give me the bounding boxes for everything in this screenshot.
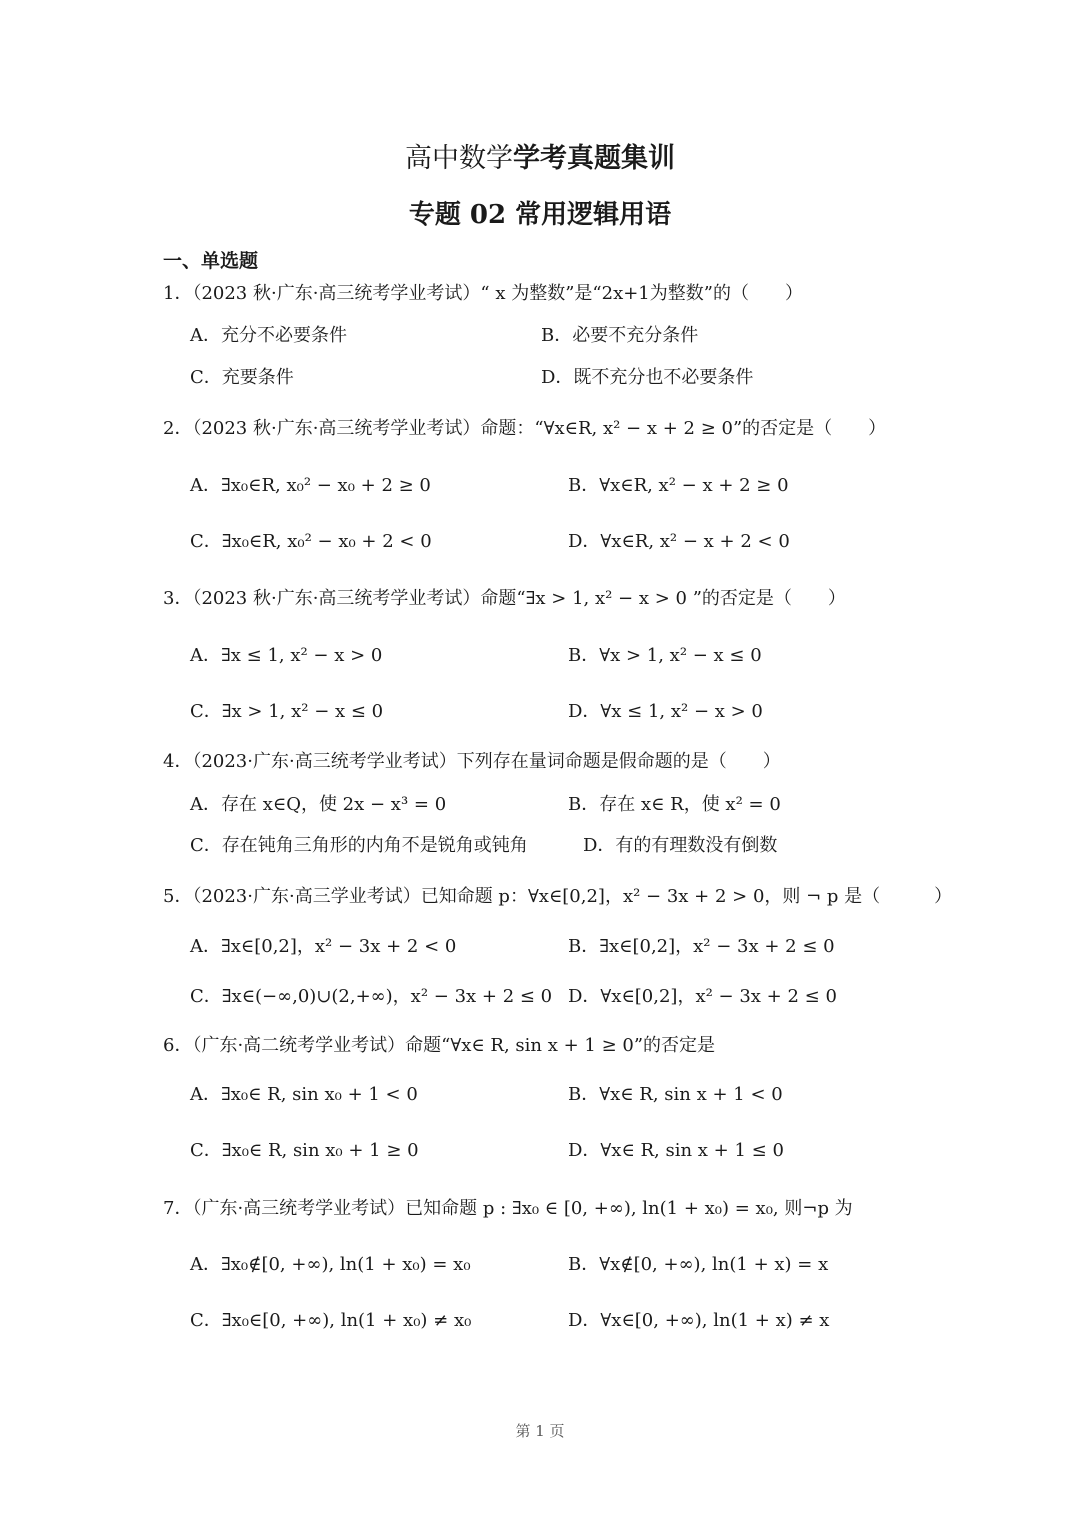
question-6-option-c: C．∃x₀∈ R, sin x₀ + 1 ≥ 0 (190, 1140, 419, 1161)
question-2-option-a: A．∃x₀∈R, x₀² − x₀ + 2 ≥ 0 (190, 475, 431, 496)
question-2-option-b: B．∀x∈R, x² − x + 2 ≥ 0 (568, 475, 789, 496)
question-2-option-d: D．∀x∈R, x² − x + 2 < 0 (568, 531, 790, 552)
page-number-footer: 第 1 页 (515, 1422, 565, 1440)
question-6-stem: 6．（广东·高二统考学业考试）命题“∀x∈ R, sin x + 1 ≥ 0”的否定是 (163, 1035, 716, 1056)
question-7-option-b: B．∀x∉[0, +∞), ln(1 + x) = x (568, 1254, 829, 1275)
question-4-option-b: B．存在 x∈ R，使 x² = 0 (568, 794, 781, 815)
question-5-option-b: B．∃x∈[0,2]，x² − 3x + 2 ≤ 0 (568, 936, 835, 957)
question-5-option-c: C．∃x∈(−∞,0)∪(2,+∞)，x² − 3x + 2 ≤ 0 (190, 986, 553, 1007)
question-6-option-a: A．∃x₀∈ R, sin x₀ + 1 < 0 (190, 1084, 418, 1105)
question-3-option-b: B．∀x > 1, x² − x ≤ 0 (568, 645, 762, 666)
question-5-stem: 5．（2023·广东·高三学业考试）已知命题 p：∀x∈[0,2]，x² − 3x + 2 > 0，则 ¬ p 是（ ） (163, 886, 953, 907)
question-1-option-b: B．必要不充分条件 (541, 325, 699, 346)
question-1-option-c: C．充要条件 (190, 367, 294, 388)
question-4-option-c: C．存在钝角三角形的内角不是锐角或钝角 (190, 835, 528, 856)
question-4-option-a: A．存在 x∈Q，使 2x − x³ = 0 (190, 794, 447, 815)
question-4-option-d: D．有的有理数没有倒数 (583, 835, 778, 856)
title-plain: 高中数学 (405, 143, 513, 174)
question-1-stem: 1．（2023 秋·广东·高三统考学业考试）“ x 为整数”是“2x+1为整数”的（ ） (163, 283, 803, 304)
question-7-stem: 7．（广东·高三统考学业考试）已知命题 p : ∃x₀ ∈ [0, +∞), ln(1 + x₀) = x₀, 则¬p 为 (163, 1198, 853, 1219)
question-4-stem: 4．（2023·广东·高三统考学业考试）下列存在量词命题是假命题的是（ ） (163, 751, 781, 772)
question-3-option-a: A．∃x ≤ 1, x² − x > 0 (190, 645, 383, 666)
question-3-option-c: C．∃x > 1, x² − x ≤ 0 (190, 701, 384, 722)
question-5-option-a: A．∃x∈[0,2]，x² − 3x + 2 < 0 (190, 936, 457, 957)
question-2-stem: 2．（2023 秋·广东·高三统考学业考试）命题：“∀x∈R, x² − x + 2 ≥ 0”的否定是（ ） (163, 418, 887, 439)
section-heading: 一、单选题 (163, 250, 259, 272)
question-3-stem: 3．（2023 秋·广东·高三统考学业考试）命题“∃x > 1, x² − x > 0 ”的否定是（ ） (163, 588, 846, 609)
page-title (0, 142, 1080, 176)
question-7-option-d: D．∀x∈[0, +∞), ln(1 + x) ≠ x (568, 1310, 830, 1331)
question-3-option-d: D．∀x ≤ 1, x² − x > 0 (568, 701, 763, 722)
question-7-option-a: A．∃x₀∉[0, +∞), ln(1 + x₀) = x₀ (190, 1254, 471, 1275)
question-1-option-a: A．充分不必要条件 (190, 325, 347, 346)
question-1-option-d: D．既不充分也不必要条件 (541, 367, 754, 388)
question-2-option-c: C．∃x₀∈R, x₀² − x₀ + 2 < 0 (190, 531, 432, 552)
title-bold: 学考真题集训 (513, 143, 675, 174)
question-6-option-d: D．∀x∈ R, sin x + 1 ≤ 0 (568, 1140, 784, 1161)
question-6-option-b: B．∀x∈ R, sin x + 1 < 0 (568, 1084, 783, 1105)
question-7-option-c: C．∃x₀∈[0, +∞), ln(1 + x₀) ≠ x₀ (190, 1310, 472, 1331)
page-subtitle: 专题 02 常用逻辑用语 (408, 200, 672, 230)
question-5-option-d: D．∀x∈[0,2]，x² − 3x + 2 ≤ 0 (568, 986, 837, 1007)
